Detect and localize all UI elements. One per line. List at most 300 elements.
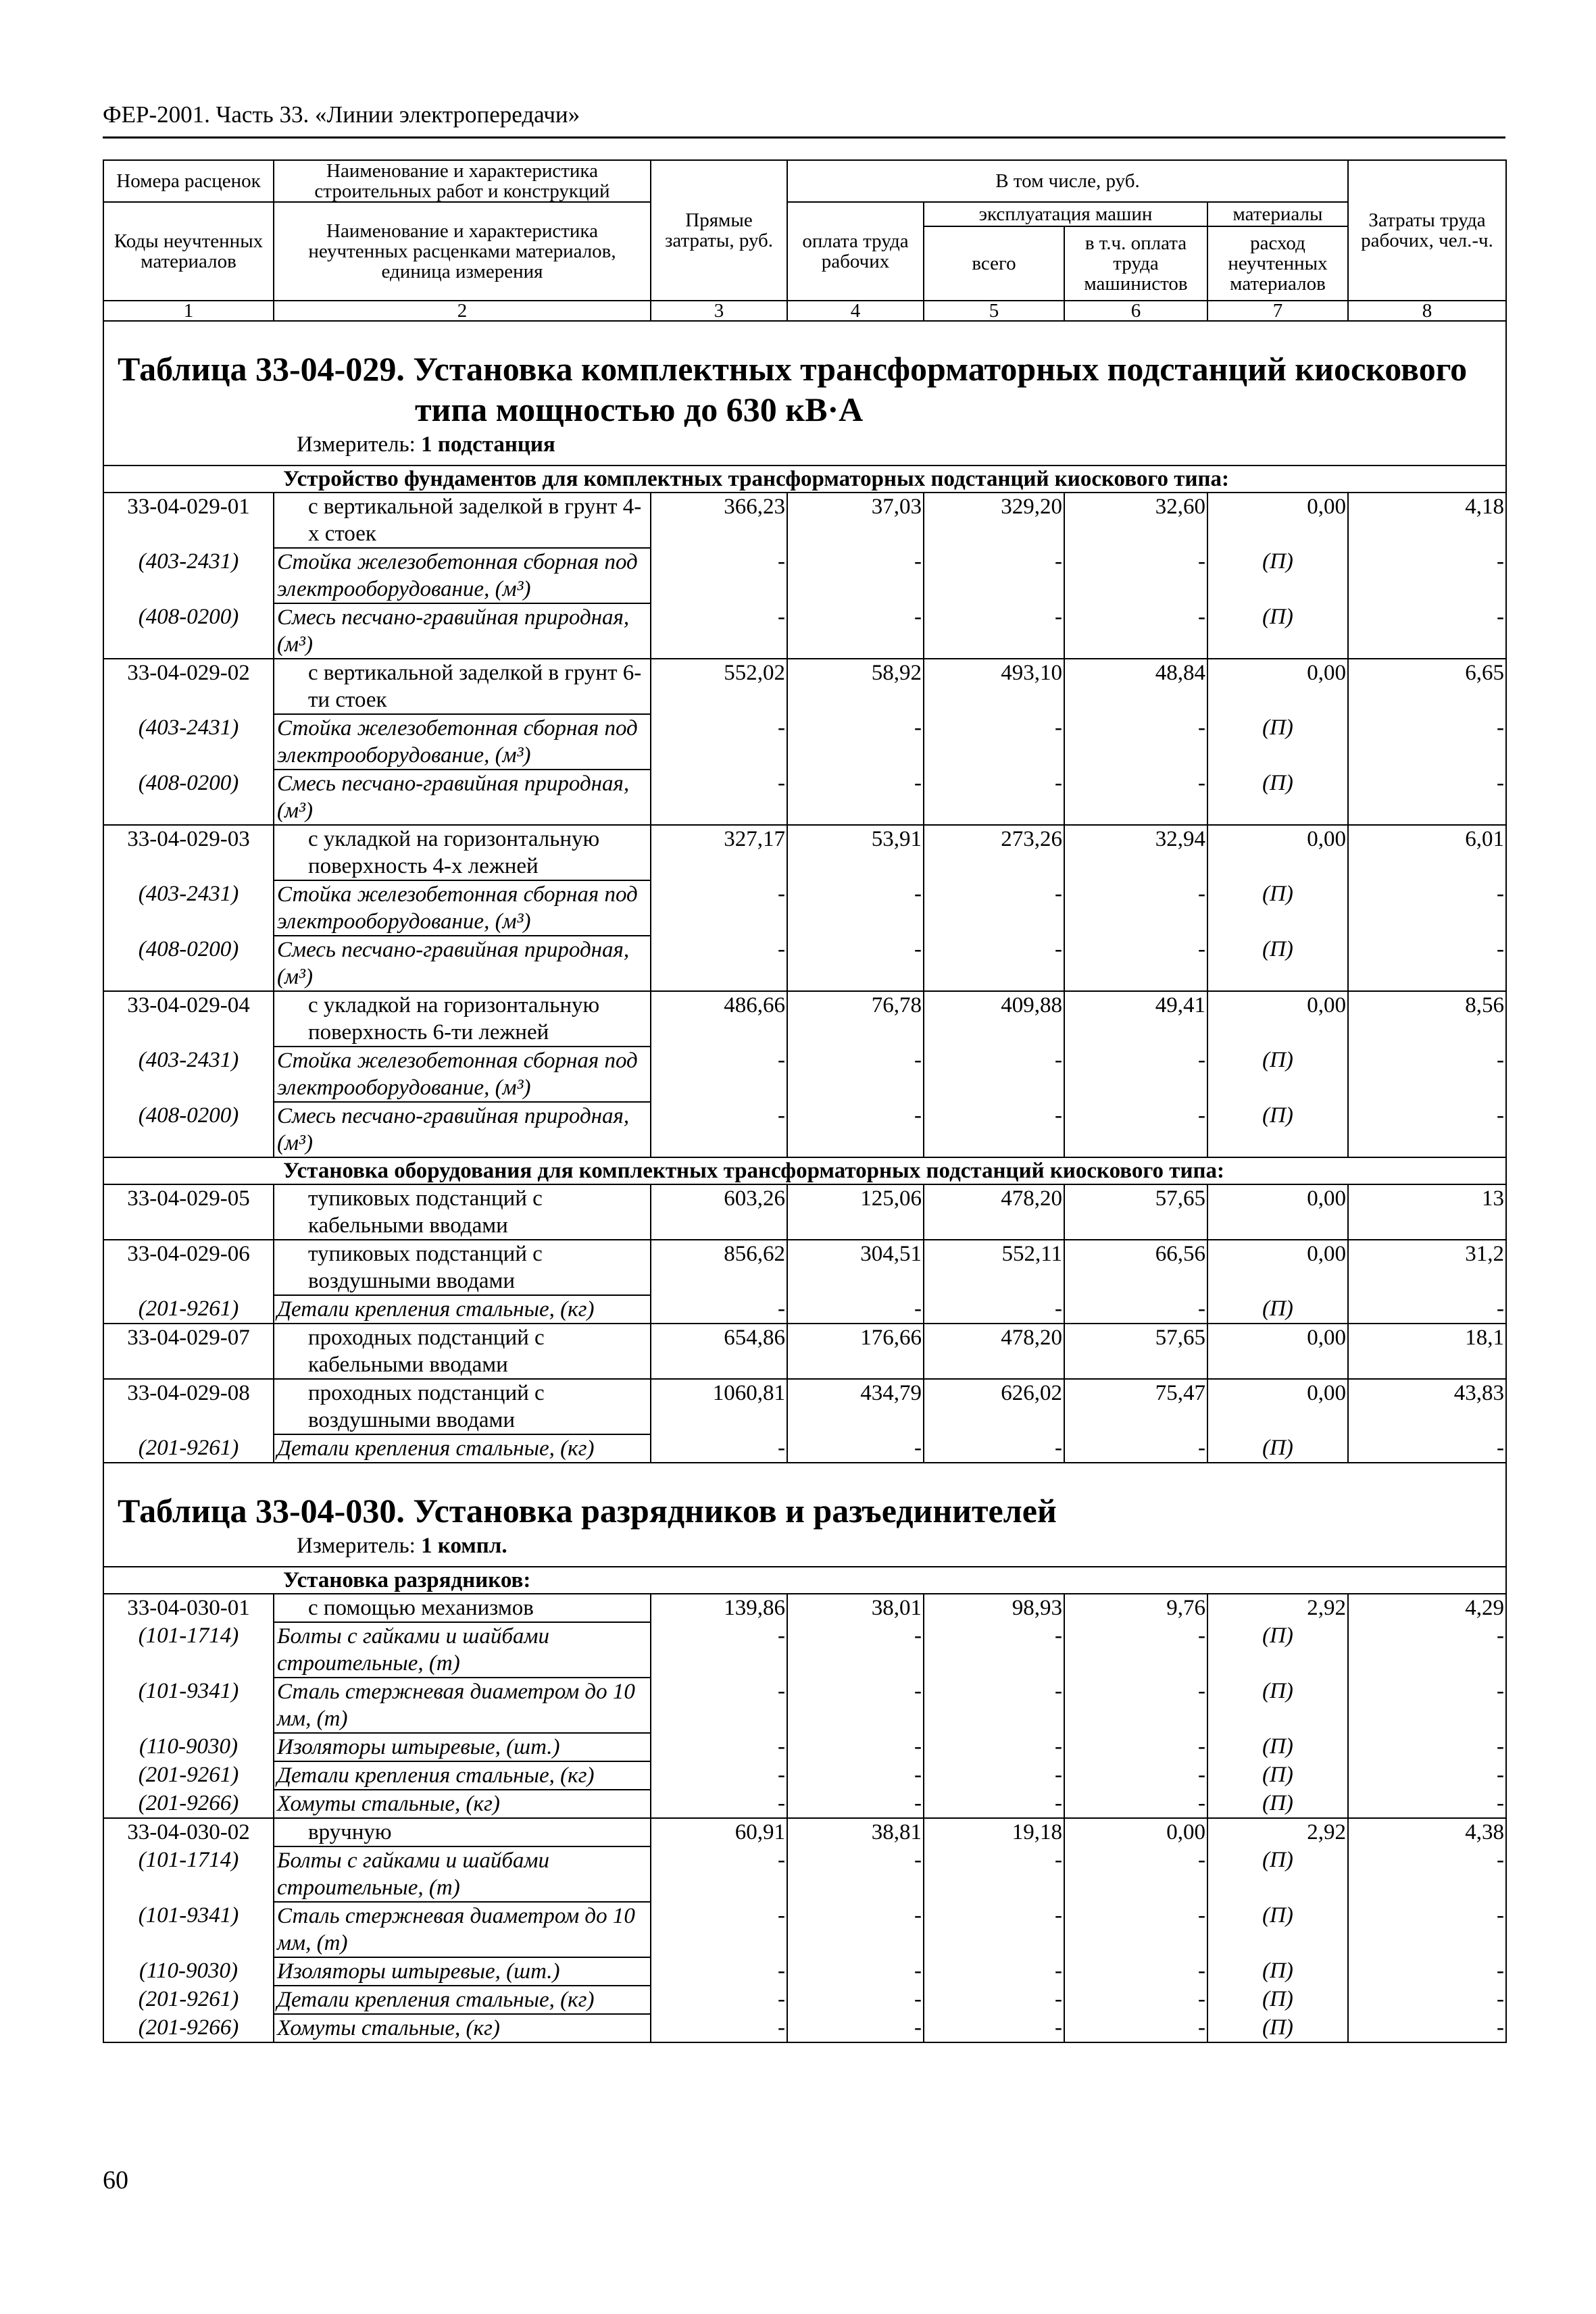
labor-hours: - xyxy=(1348,1957,1506,1986)
machines-header: эксплуатация машин xyxy=(924,202,1207,226)
col5-header: всего xyxy=(924,226,1064,301)
direct-cost: 856,62 xyxy=(651,1240,787,1295)
operator-cost: - xyxy=(1064,1846,1207,1902)
labor-hours: 6,01 xyxy=(1348,825,1506,880)
operator-cost: - xyxy=(1064,1902,1207,1957)
operator-cost: 49,41 xyxy=(1064,991,1207,1047)
labor-hours: - xyxy=(1348,1733,1506,1761)
material-row xyxy=(103,1846,1506,1902)
machine-cost: 626,02 xyxy=(924,1379,1064,1434)
materials-header: материалы xyxy=(1207,202,1348,226)
labor-hours: - xyxy=(1348,1761,1506,1790)
machine-cost: 478,20 xyxy=(924,1184,1064,1240)
material-row xyxy=(103,1434,1506,1463)
material-cost: 2,92 xyxy=(1207,1594,1348,1622)
direct-cost: - xyxy=(651,770,787,825)
rate-code: (110-9030) xyxy=(103,1957,274,1986)
labor-hours: - xyxy=(1348,1434,1506,1463)
labor-hours: 6,65 xyxy=(1348,659,1506,714)
direct-cost: 139,86 xyxy=(651,1594,787,1622)
labor-hours: 4,18 xyxy=(1348,493,1506,548)
rate-code: 33-04-029-05 xyxy=(103,1184,274,1240)
operator-cost: - xyxy=(1064,1678,1207,1733)
labor-hours: - xyxy=(1348,1678,1506,1733)
machine-cost: - xyxy=(924,1733,1064,1761)
material-cost: 0,00 xyxy=(1207,1379,1348,1434)
material-cost: 0,00 xyxy=(1207,493,1348,548)
section-heading: Установка оборудования для комплектных трансформаторных подстанций киоскового типа: xyxy=(103,1157,1506,1184)
rate-row xyxy=(103,659,1506,714)
labor-cost: 53,91 xyxy=(787,825,924,880)
item-name: Детали крепления стальные, (кг) xyxy=(274,1761,651,1790)
table-header xyxy=(103,159,1507,322)
table-title: Таблица 33-04-030. Установка разрядников и разъединителей xyxy=(118,1492,1057,1530)
machine-cost: 98,93 xyxy=(924,1594,1064,1622)
material-row xyxy=(103,936,1506,991)
operator-cost: - xyxy=(1064,714,1207,770)
material-cost: (П) xyxy=(1207,1761,1348,1790)
operator-cost: - xyxy=(1064,2014,1207,2042)
rate-code: (408-0200) xyxy=(103,1102,274,1157)
col-number: 7 xyxy=(1207,301,1348,321)
material-cost: 2,92 xyxy=(1207,1818,1348,1846)
labor-cost: - xyxy=(787,1295,924,1324)
col6-header: в т.ч. оплата труда машинистов xyxy=(1064,226,1207,301)
rate-row xyxy=(103,991,1506,1047)
labor-hours: 13 xyxy=(1348,1184,1506,1240)
item-name: с укладкой на горизонтальную поверхность 4-х лежней xyxy=(274,825,651,880)
labor-cost: 37,03 xyxy=(787,493,924,548)
labor-hours: - xyxy=(1348,603,1506,659)
machine-cost: - xyxy=(924,1986,1064,2014)
material-cost: 0,00 xyxy=(1207,1240,1348,1295)
operator-cost: 57,65 xyxy=(1064,1184,1207,1240)
material-cost: 0,00 xyxy=(1207,825,1348,880)
direct-cost: 654,86 xyxy=(651,1324,787,1379)
item-name: Детали крепления стальные, (кг) xyxy=(274,1434,651,1463)
machine-cost: 478,20 xyxy=(924,1324,1064,1379)
rate-code: (408-0200) xyxy=(103,936,274,991)
item-name: Стойка железобетонная сборная под электрооборудование, (м³) xyxy=(274,1047,651,1102)
labor-cost: - xyxy=(787,603,924,659)
rate-row xyxy=(103,1184,1506,1240)
material-row xyxy=(103,1902,1506,1957)
col2-header-bottom: Наименование и характеристика неучтенных расценками материалов, единица измерения xyxy=(274,202,651,301)
rates-table xyxy=(103,159,1505,2043)
direct-cost: - xyxy=(651,880,787,936)
rate-code: (101-1714) xyxy=(103,1846,274,1902)
section-heading: Установка разрядников: xyxy=(103,1567,1506,1594)
col-number: 2 xyxy=(274,301,651,321)
rate-code: (408-0200) xyxy=(103,770,274,825)
item-name: Стойка железобетонная сборная под электрооборудование, (м³) xyxy=(274,548,651,603)
table-title-block xyxy=(103,1463,1506,1567)
machine-cost: - xyxy=(924,1622,1064,1678)
machine-cost: 552,11 xyxy=(924,1240,1064,1295)
labor-hours: 4,38 xyxy=(1348,1818,1506,1846)
direct-cost: 552,02 xyxy=(651,659,787,714)
labor-cost: - xyxy=(787,714,924,770)
machine-cost: - xyxy=(924,1434,1064,1463)
material-cost: (П) xyxy=(1207,1295,1348,1324)
item-name: Смесь песчано-гравийная природная, (м³) xyxy=(274,770,651,825)
direct-cost: - xyxy=(651,548,787,603)
item-name: Изоляторы штыревые, (шт.) xyxy=(274,1957,651,1986)
operator-cost: - xyxy=(1064,936,1207,991)
labor-cost: - xyxy=(787,1678,924,1733)
col1-header-top: Номера расценок xyxy=(103,160,274,202)
labor-cost: 304,51 xyxy=(787,1240,924,1295)
rate-row xyxy=(103,1324,1506,1379)
direct-cost: - xyxy=(651,1434,787,1463)
machine-cost: - xyxy=(924,714,1064,770)
labor-cost: 38,01 xyxy=(787,1594,924,1622)
direct-cost: - xyxy=(651,1902,787,1957)
material-cost: (П) xyxy=(1207,548,1348,603)
table-33-04-029 xyxy=(103,322,1507,2043)
item-name: с помощью механизмов xyxy=(274,1594,651,1622)
operator-cost: 48,84 xyxy=(1064,659,1207,714)
col1-header-bottom: Коды неучтенных материалов xyxy=(103,202,274,301)
direct-cost: - xyxy=(651,1957,787,1986)
rate-code: 33-04-029-06 xyxy=(103,1240,274,1295)
rate-code: (201-9261) xyxy=(103,1295,274,1324)
rate-code: (201-9261) xyxy=(103,1761,274,1790)
rate-code: (403-2431) xyxy=(103,714,274,770)
material-row xyxy=(103,1102,1506,1157)
labor-cost: - xyxy=(787,1957,924,1986)
item-name: проходных подстанций с кабельными вводами xyxy=(274,1324,651,1379)
material-row xyxy=(103,770,1506,825)
machine-cost: 19,18 xyxy=(924,1818,1064,1846)
material-cost: 0,00 xyxy=(1207,991,1348,1047)
machine-cost: - xyxy=(924,880,1064,936)
item-name: Стойка железобетонная сборная под электрооборудование, (м³) xyxy=(274,714,651,770)
rate-code: 33-04-029-08 xyxy=(103,1379,274,1434)
rate-code: (408-0200) xyxy=(103,603,274,659)
operator-cost: - xyxy=(1064,1434,1207,1463)
machine-cost: - xyxy=(924,1790,1064,1818)
operator-cost: 9,76 xyxy=(1064,1594,1207,1622)
labor-cost: - xyxy=(787,1622,924,1678)
operator-cost: - xyxy=(1064,1986,1207,2014)
material-cost: (П) xyxy=(1207,1678,1348,1733)
rate-row xyxy=(103,493,1506,548)
rate-code: 33-04-029-02 xyxy=(103,659,274,714)
rate-code: 33-04-029-04 xyxy=(103,991,274,1047)
labor-cost: - xyxy=(787,770,924,825)
material-row xyxy=(103,1957,1506,1986)
labor-cost: - xyxy=(787,548,924,603)
material-cost: (П) xyxy=(1207,770,1348,825)
material-cost: (П) xyxy=(1207,1434,1348,1463)
labor-hours: 8,56 xyxy=(1348,991,1506,1047)
direct-cost: - xyxy=(651,603,787,659)
machine-cost: - xyxy=(924,548,1064,603)
operator-cost: - xyxy=(1064,880,1207,936)
operator-cost: - xyxy=(1064,1957,1207,1986)
labor-cost: - xyxy=(787,1902,924,1957)
col3-header: Прямые затраты, руб. xyxy=(651,160,787,301)
machine-cost: - xyxy=(924,1846,1064,1902)
labor-hours: - xyxy=(1348,1047,1506,1102)
rate-code: (403-2431) xyxy=(103,1047,274,1102)
item-name: Стойка железобетонная сборная под электрооборудование, (м³) xyxy=(274,880,651,936)
rate-code: (201-9261) xyxy=(103,1434,274,1463)
direct-cost: 486,66 xyxy=(651,991,787,1047)
material-cost: (П) xyxy=(1207,1902,1348,1957)
direct-cost: - xyxy=(651,1846,787,1902)
rate-code: 33-04-029-03 xyxy=(103,825,274,880)
material-row xyxy=(103,1761,1506,1790)
direct-cost: - xyxy=(651,1790,787,1818)
direct-cost: - xyxy=(651,1986,787,2014)
labor-hours: - xyxy=(1348,2014,1506,2042)
material-cost: 0,00 xyxy=(1207,1184,1348,1240)
operator-cost: 32,60 xyxy=(1064,493,1207,548)
labor-hours: 43,83 xyxy=(1348,1379,1506,1434)
operator-cost: - xyxy=(1064,603,1207,659)
labor-cost: 76,78 xyxy=(787,991,924,1047)
machine-cost: 273,26 xyxy=(924,825,1064,880)
material-row xyxy=(103,548,1506,603)
item-name: Болты с гайками и шайбами строительные, (т) xyxy=(274,1846,651,1902)
rate-row xyxy=(103,825,1506,880)
item-name: Хомуты стальные, (кг) xyxy=(274,2014,651,2042)
labor-hours: - xyxy=(1348,714,1506,770)
col-number: 8 xyxy=(1348,301,1506,321)
page-header: ФЕР-2001. Часть 33. «Линии электропередачи» xyxy=(103,101,580,128)
item-name: проходных подстанций с воздушными вводами xyxy=(274,1379,651,1434)
rate-code: (201-9261) xyxy=(103,1986,274,2014)
labor-hours: 18,1 xyxy=(1348,1324,1506,1379)
material-cost: (П) xyxy=(1207,1733,1348,1761)
machine-cost: - xyxy=(924,1957,1064,1986)
material-cost: (П) xyxy=(1207,603,1348,659)
rate-code: 33-04-029-01 xyxy=(103,493,274,548)
labor-cost: - xyxy=(787,1846,924,1902)
rate-code: (101-9341) xyxy=(103,1902,274,1957)
table-meter: Измеритель: 1 подстанция xyxy=(297,432,555,457)
material-cost: (П) xyxy=(1207,1957,1348,1986)
direct-cost: - xyxy=(651,2014,787,2042)
table-meter: Измеритель: 1 компл. xyxy=(297,1534,507,1558)
item-name: Хомуты стальные, (кг) xyxy=(274,1790,651,1818)
operator-cost: 0,00 xyxy=(1064,1818,1207,1846)
direct-cost: - xyxy=(651,714,787,770)
machine-cost: - xyxy=(924,603,1064,659)
material-cost: (П) xyxy=(1207,880,1348,936)
item-name: Детали крепления стальные, (кг) xyxy=(274,1986,651,2014)
direct-cost: - xyxy=(651,1047,787,1102)
material-cost: (П) xyxy=(1207,714,1348,770)
labor-cost: 58,92 xyxy=(787,659,924,714)
operator-cost: - xyxy=(1064,1047,1207,1102)
direct-cost: - xyxy=(651,1761,787,1790)
direct-cost: - xyxy=(651,1295,787,1324)
labor-cost: - xyxy=(787,880,924,936)
machine-cost: 493,10 xyxy=(924,659,1064,714)
rate-row xyxy=(103,1379,1506,1434)
labor-hours: - xyxy=(1348,880,1506,936)
labor-cost: - xyxy=(787,936,924,991)
labor-cost: 176,66 xyxy=(787,1324,924,1379)
machine-cost: - xyxy=(924,2014,1064,2042)
machine-cost: 409,88 xyxy=(924,991,1064,1047)
table-title: Таблица 33-04-029. Установка комплектных трансформаторных подстанций киоскового типа мощностью до 630 кВ·А xyxy=(118,350,1468,428)
labor-cost: - xyxy=(787,1761,924,1790)
labor-hours: - xyxy=(1348,1790,1506,1818)
operator-cost: - xyxy=(1064,548,1207,603)
col8-header: Затраты труда рабочих, чел.-ч. xyxy=(1348,160,1506,301)
direct-cost: 60,91 xyxy=(651,1818,787,1846)
section-heading: Устройство фундаментов для комплектных трансформаторных подстанций киоскового типа: xyxy=(103,466,1506,493)
machine-cost: 329,20 xyxy=(924,493,1064,548)
labor-cost: 38,81 xyxy=(787,1818,924,1846)
labor-cost: - xyxy=(787,1733,924,1761)
operator-cost: - xyxy=(1064,1622,1207,1678)
material-row xyxy=(103,1678,1506,1733)
operator-cost: - xyxy=(1064,1761,1207,1790)
rate-code: (403-2431) xyxy=(103,880,274,936)
item-name: Смесь песчано-гравийная природная, (м³) xyxy=(274,936,651,991)
material-cost: (П) xyxy=(1207,1047,1348,1102)
operator-cost: 66,56 xyxy=(1064,1240,1207,1295)
item-name: Изоляторы штыревые, (шт.) xyxy=(274,1733,651,1761)
item-name: с вертикальной заделкой в грунт 4-х стоек xyxy=(274,493,651,548)
machine-cost: - xyxy=(924,1761,1064,1790)
item-name: Болты с гайками и шайбами строительные, (т) xyxy=(274,1622,651,1678)
rate-code: (403-2431) xyxy=(103,548,274,603)
page-number: 60 xyxy=(103,2166,128,2194)
operator-cost: - xyxy=(1064,770,1207,825)
direct-cost: - xyxy=(651,1733,787,1761)
labor-cost: - xyxy=(787,1434,924,1463)
labor-hours: 31,2 xyxy=(1348,1240,1506,1295)
item-name: тупиковых подстанций с кабельными вводами xyxy=(274,1184,651,1240)
operator-cost: 32,94 xyxy=(1064,825,1207,880)
item-name: Сталь стержневая диаметром до 10 мм, (т) xyxy=(274,1902,651,1957)
item-name: тупиковых подстанций с воздушными вводами xyxy=(274,1240,651,1295)
rate-code: (101-9341) xyxy=(103,1678,274,1733)
direct-cost: 603,26 xyxy=(651,1184,787,1240)
material-cost: (П) xyxy=(1207,936,1348,991)
material-row xyxy=(103,603,1506,659)
item-name: Смесь песчано-гравийная природная, (м³) xyxy=(274,1102,651,1157)
rate-code: (110-9030) xyxy=(103,1733,274,1761)
labor-hours: - xyxy=(1348,1902,1506,1957)
material-cost: (П) xyxy=(1207,1790,1348,1818)
labor-hours: - xyxy=(1348,548,1506,603)
rate-row xyxy=(103,1240,1506,1295)
operator-cost: - xyxy=(1064,1295,1207,1324)
machine-cost: - xyxy=(924,1047,1064,1102)
item-name: с укладкой на горизонтальную поверхность 6-ти лежней xyxy=(274,991,651,1047)
labor-hours: - xyxy=(1348,1295,1506,1324)
material-cost: 0,00 xyxy=(1207,659,1348,714)
item-name: Смесь песчано-гравийная природная, (м³) xyxy=(274,603,651,659)
labor-cost: - xyxy=(787,1047,924,1102)
col7-header: расход неучтенных материалов xyxy=(1207,226,1348,301)
operator-cost: 75,47 xyxy=(1064,1379,1207,1434)
direct-cost: 366,23 xyxy=(651,493,787,548)
col-number: 4 xyxy=(787,301,924,321)
labor-hours: - xyxy=(1348,1846,1506,1902)
material-row xyxy=(103,1790,1506,1818)
material-row xyxy=(103,880,1506,936)
direct-cost: 327,17 xyxy=(651,825,787,880)
labor-hours: - xyxy=(1348,1986,1506,2014)
material-row xyxy=(103,1733,1506,1761)
material-cost: (П) xyxy=(1207,1986,1348,2014)
rate-code: (201-9266) xyxy=(103,1790,274,1818)
item-name: Детали крепления стальные, (кг) xyxy=(274,1295,651,1324)
table-title-block xyxy=(103,322,1506,466)
labor-hours: - xyxy=(1348,1622,1506,1678)
rate-code: 33-04-030-02 xyxy=(103,1818,274,1846)
operator-cost: - xyxy=(1064,1102,1207,1157)
labor-hours: - xyxy=(1348,936,1506,991)
labor-hours: 4,29 xyxy=(1348,1594,1506,1622)
col4-header: оплата труда рабочих xyxy=(787,202,924,301)
machine-cost: - xyxy=(924,1678,1064,1733)
rate-code: 33-04-029-07 xyxy=(103,1324,274,1379)
item-name: с вертикальной заделкой в грунт 6-ти стоек xyxy=(274,659,651,714)
rate-code: 33-04-030-01 xyxy=(103,1594,274,1622)
operator-cost: - xyxy=(1064,1733,1207,1761)
labor-cost: 434,79 xyxy=(787,1379,924,1434)
item-name: вручную xyxy=(274,1818,651,1846)
rate-code: (101-1714) xyxy=(103,1622,274,1678)
column-numbers-row xyxy=(103,301,1506,321)
col-number: 1 xyxy=(103,301,274,321)
direct-cost: - xyxy=(651,1102,787,1157)
labor-cost: - xyxy=(787,2014,924,2042)
labor-hours: - xyxy=(1348,770,1506,825)
direct-cost: 1060,81 xyxy=(651,1379,787,1434)
item-name: Сталь стержневая диаметром до 10 мм, (т) xyxy=(274,1678,651,1733)
material-row xyxy=(103,1986,1506,2014)
labor-cost: - xyxy=(787,1790,924,1818)
header-rule xyxy=(103,136,1505,139)
operator-cost: - xyxy=(1064,1790,1207,1818)
material-row xyxy=(103,1622,1506,1678)
col-number: 3 xyxy=(651,301,787,321)
material-cost: (П) xyxy=(1207,1622,1348,1678)
rate-row xyxy=(103,1594,1506,1622)
labor-cost: 125,06 xyxy=(787,1184,924,1240)
material-row xyxy=(103,1295,1506,1324)
labor-cost: - xyxy=(787,1986,924,2014)
rate-code: (201-9266) xyxy=(103,2014,274,2042)
col-number: 6 xyxy=(1064,301,1207,321)
material-cost: (П) xyxy=(1207,1102,1348,1157)
material-row xyxy=(103,2014,1506,2042)
col-number: 5 xyxy=(924,301,1064,321)
col2-header-top: Наименование и характеристика строительных работ и конструкций xyxy=(274,160,651,202)
labor-cost: - xyxy=(787,1102,924,1157)
group-header: В том числе, руб. xyxy=(787,160,1348,202)
material-row xyxy=(103,714,1506,770)
material-cost: (П) xyxy=(1207,2014,1348,2042)
labor-hours: - xyxy=(1348,1102,1506,1157)
direct-cost: - xyxy=(651,1622,787,1678)
operator-cost: 57,65 xyxy=(1064,1324,1207,1379)
machine-cost: - xyxy=(924,770,1064,825)
machine-cost: - xyxy=(924,1102,1064,1157)
direct-cost: - xyxy=(651,1678,787,1733)
material-cost: 0,00 xyxy=(1207,1324,1348,1379)
